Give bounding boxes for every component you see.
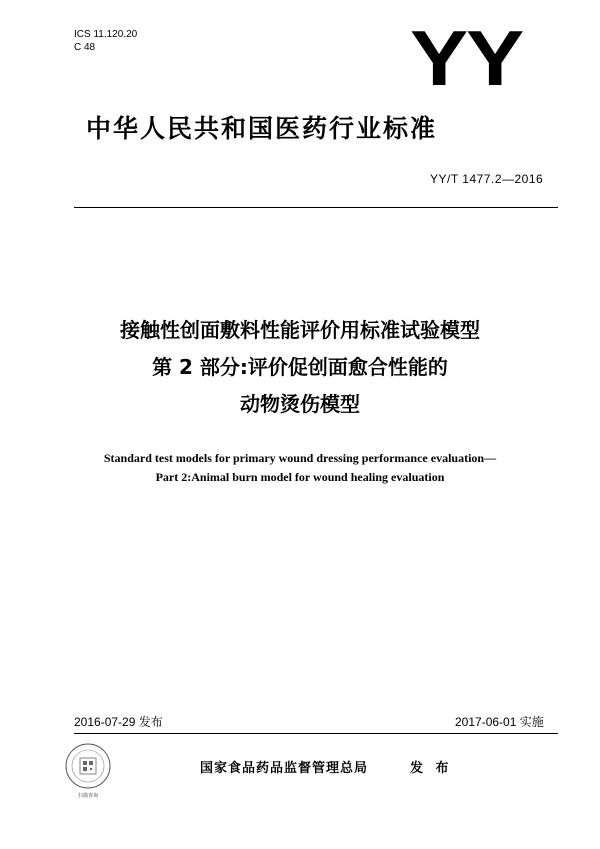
chinese-title-line-2: 第 2 部分:评价促创面愈合性能的 <box>152 355 448 379</box>
anti-counterfeit-seal-icon <box>60 740 116 796</box>
english-title-line-1: Standard test models for primary wound dressing performance evaluation— <box>103 451 497 465</box>
seal-caption: 扫描查询 <box>77 793 98 799</box>
chinese-title-line-3: 动物烫伤模型 <box>240 392 360 416</box>
issuing-authority: 国家食品药品监督管理总局 <box>200 761 369 776</box>
chinese-title-line-1: 接触性创面敷料性能评价用标准试验模型 <box>120 318 480 342</box>
classification-codes <box>74 28 137 54</box>
yy-logo: YY <box>410 14 523 102</box>
bottom-divider <box>74 733 558 734</box>
english-title <box>40 449 560 487</box>
top-divider <box>74 207 558 208</box>
english-title-line-2: Part 2:Animal burn model for wound healing evaluation <box>155 470 445 484</box>
implementation-date: 2017-06-01 实施 <box>455 715 544 729</box>
ics-code: ICS 11.120.20 <box>74 29 138 40</box>
issue-label: 发 布 <box>410 761 453 776</box>
document-number: YY/T 1477.2—2016 <box>430 172 544 186</box>
chinese-title <box>40 312 560 423</box>
issue-date: 2016-07-29 发布 <box>74 715 163 729</box>
standard-title: 中华人民共和国医药行业标准 <box>86 114 438 143</box>
ccs-code: C 48 <box>74 42 96 53</box>
